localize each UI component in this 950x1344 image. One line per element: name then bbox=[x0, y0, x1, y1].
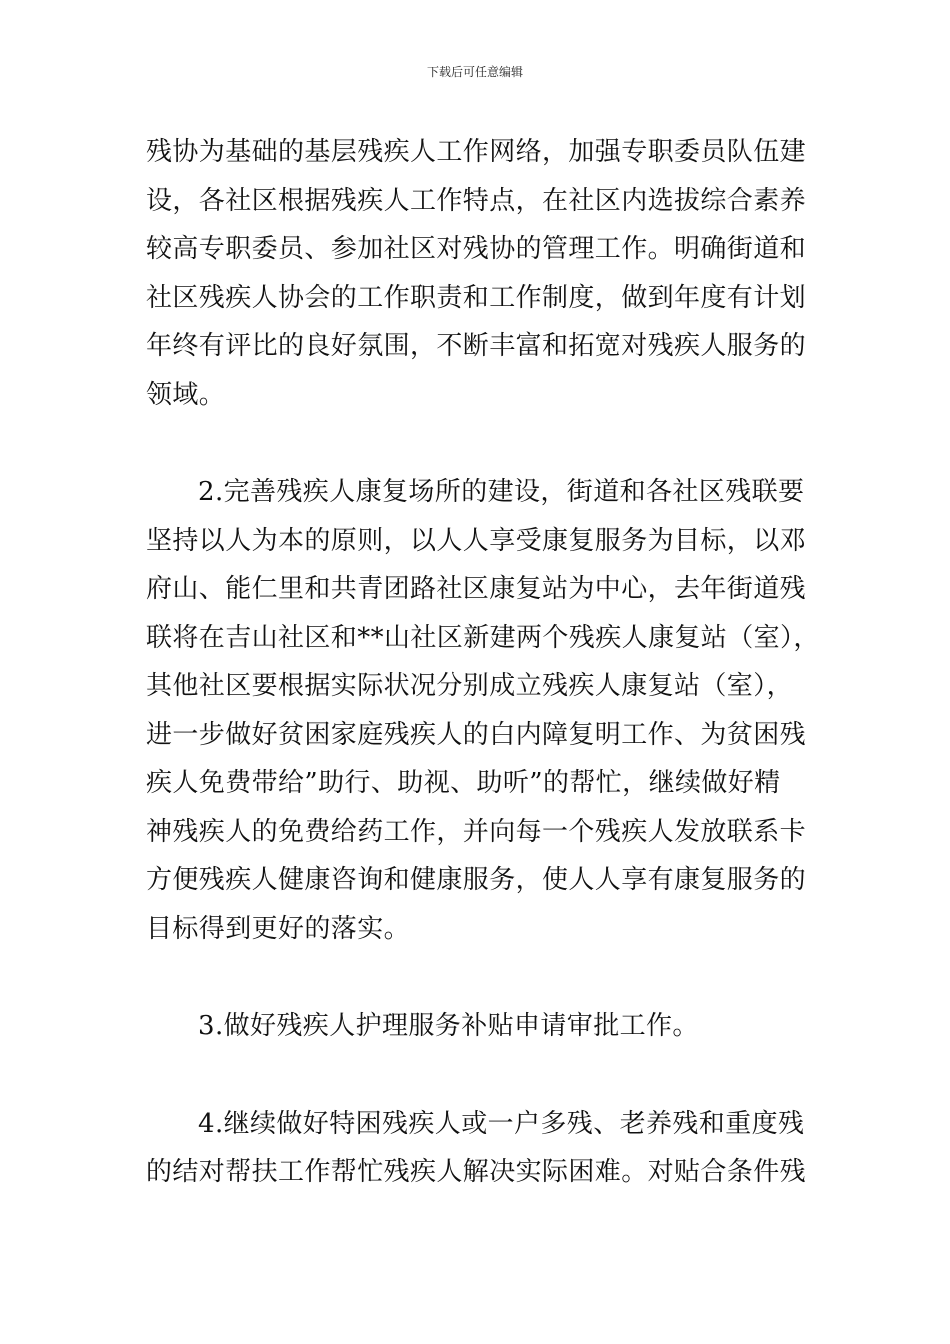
text-line: 其他社区要根据实际状况分别成立残疾人康复站（室）， bbox=[146, 671, 794, 701]
text-line: 领域。 bbox=[146, 379, 226, 410]
paragraph-spacer bbox=[146, 419, 818, 468]
text-line: 的结对帮扶工作帮忙残疾人解决实际困难。对贴合条件残 bbox=[146, 1157, 807, 1187]
text-line: 4.继续做好特困残疾人或一户多残、老养残和重度残 bbox=[198, 1108, 805, 1139]
document-body bbox=[146, 128, 818, 1197]
text-line: 较高专职委员、参加社区对残协的管理工作。明确街道和 bbox=[146, 234, 807, 264]
page-header: 下载后可任意编辑 bbox=[426, 65, 523, 79]
paragraph-2 bbox=[146, 468, 818, 953]
text-line: 方便残疾人健康咨询和健康服务，使人人享有康复服务的 bbox=[146, 865, 807, 895]
text-line: 进一步做好贫困家庭残疾人的白内障复明工作、为贫困残 bbox=[146, 719, 807, 750]
text-line: 联将在吉山社区和**山社区新建两个残疾人康复站（室）， bbox=[146, 622, 820, 653]
paragraph-spacer bbox=[146, 953, 818, 1002]
text-line: 3.做好残疾人护理服务补贴申请审批工作。 bbox=[198, 1011, 699, 1041]
paragraph-spacer bbox=[146, 1051, 818, 1100]
text-line: 残协为基础的基层残疾人工作网络，加强专职委员队伍建 bbox=[146, 137, 807, 167]
text-line: 年终有评比的良好氛围，不断丰富和拓宽对残疾人服务的 bbox=[146, 331, 807, 361]
paragraph-1 bbox=[146, 128, 818, 419]
text-line: 设，各社区根据残疾人工作特点，在社区内选拔综合素养 bbox=[146, 185, 807, 216]
text-line: 府山、能仁里和共青团路社区康复站为中心，去年街道残 bbox=[146, 574, 807, 604]
text-line: 神残疾人的免费给药工作，并向每一个残疾人发放联系卡 bbox=[146, 816, 807, 847]
paragraph-3 bbox=[146, 1002, 818, 1051]
text-line: 2.完善残疾人康复场所的建设，街道和各社区残联要 bbox=[198, 477, 805, 507]
text-line: 坚持以人为本的原则，以人人享受康复服务为目标，以邓 bbox=[146, 525, 807, 556]
text-line: 社区残疾人协会的工作职责和工作制度，做到年度有计划 bbox=[146, 282, 807, 313]
paragraph-4 bbox=[146, 1100, 818, 1197]
text-line: 疾人免费带给”助行、助视、助听”的帮忙，继续做好精 bbox=[146, 768, 781, 798]
text-line: 目标得到更好的落实。 bbox=[146, 913, 411, 944]
